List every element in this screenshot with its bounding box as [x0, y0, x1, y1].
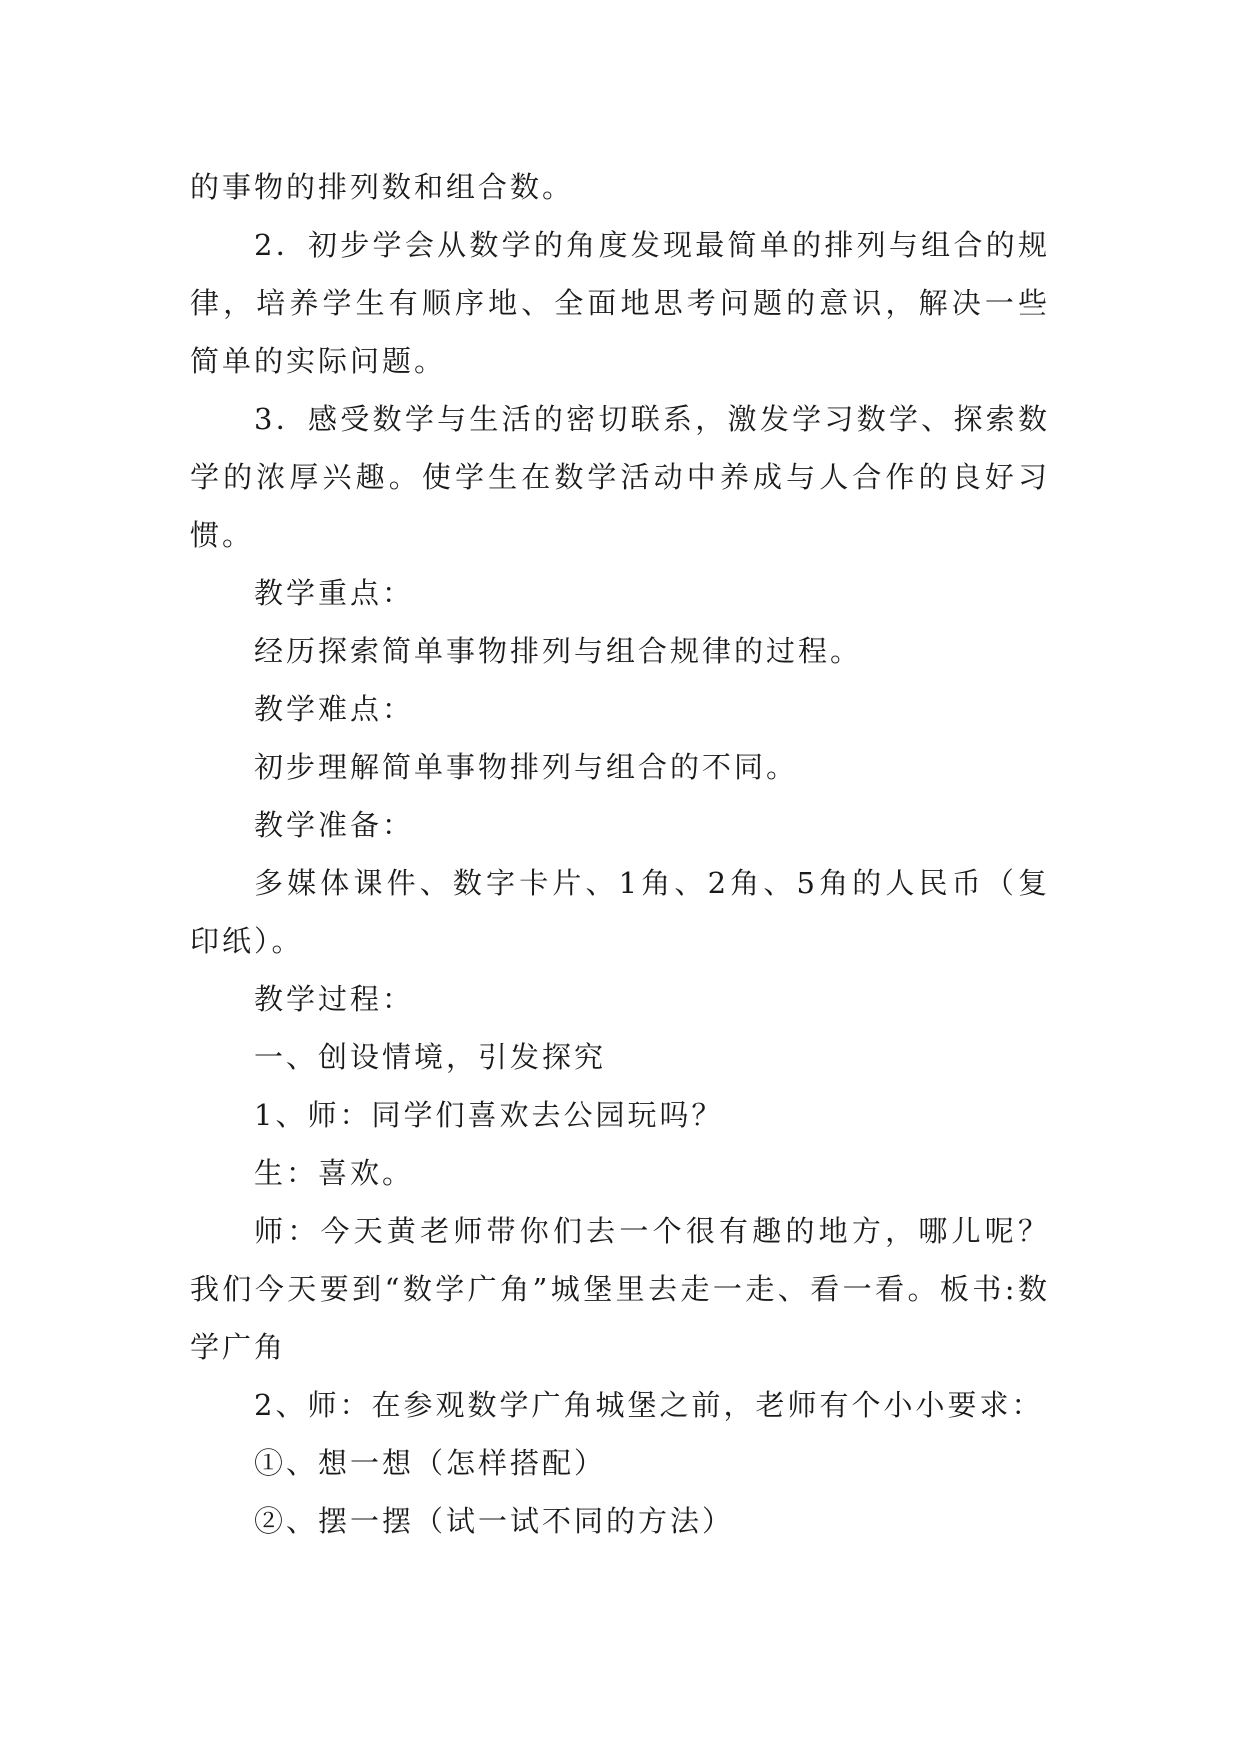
- document-body: [190, 158, 1050, 1550]
- paragraph-objective-3: 3．感受数学与生活的密切联系，激发学习数学、探索数学的浓厚兴趣。使学生在数学活动中养成与人合作的良好习惯。: [190, 402, 1050, 552]
- paragraph-teaching-preparation: 多媒体课件、数字卡片、1角、2角、5角的人民币（复印纸）。: [190, 866, 1050, 958]
- heading-teaching-focus: 教学重点：: [254, 576, 415, 610]
- paragraph-teacher-question-1: 1、师：同学们喜欢去公园玩吗？: [254, 1098, 724, 1132]
- list-item-arrange: ②、摆一摆（试一试不同的方法）: [254, 1504, 735, 1538]
- paragraph-intro-continuation: 的事物的排列数和组合数。: [190, 170, 575, 204]
- paragraph-teacher-requirement: 2、师：在参观数学广角城堡之前，老师有个小小要求：: [254, 1388, 1044, 1422]
- paragraph-objective-2: 2．初步学会从数学的角度发现最简单的排列与组合的规律，培养学生有顺序地、全面地思考问题的意识，解决一些简单的实际问题。: [190, 228, 1050, 378]
- paragraph-teaching-difficulty: 初步理解简单事物排列与组合的不同。: [254, 750, 799, 784]
- paragraph-teacher-intro: 师：今天黄老师带你们去一个很有趣的地方，哪儿呢？我们今天要到“数学广角”城堡里去走一走、看一看。板书:数学广角: [190, 1214, 1050, 1364]
- paragraph-student-answer: 生：喜欢。: [254, 1156, 415, 1190]
- heading-teaching-difficulty: 教学难点：: [254, 692, 415, 726]
- paragraph-teaching-focus: 经历探索简单事物排列与组合规律的过程。: [254, 634, 863, 668]
- list-item-think: ①、想一想（怎样搭配）: [254, 1446, 607, 1480]
- heading-section-one: 一、创设情境，引发探究: [254, 1040, 607, 1074]
- heading-teaching-process: 教学过程：: [254, 982, 415, 1016]
- heading-teaching-preparation: 教学准备：: [254, 808, 415, 842]
